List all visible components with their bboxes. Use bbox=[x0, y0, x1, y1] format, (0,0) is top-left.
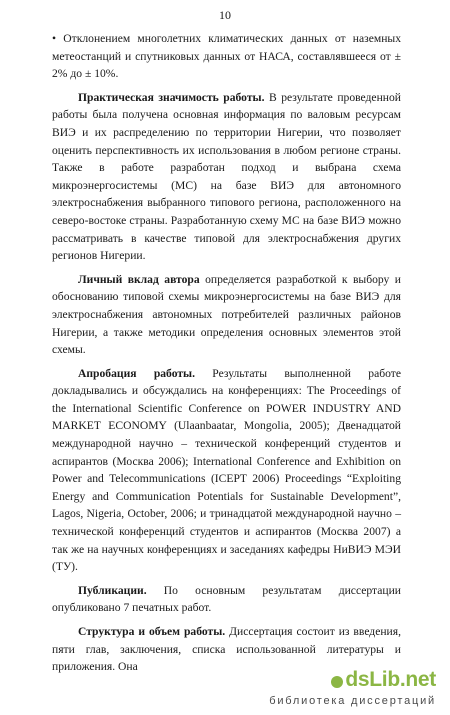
publications-lead: Публикации. bbox=[78, 583, 147, 597]
publications-text: По основным результатам диссертации опубликовано 7 печатных работ. bbox=[52, 583, 401, 615]
watermark-logo-text: dsLib.net bbox=[345, 668, 436, 691]
watermark bbox=[269, 668, 436, 709]
page-content bbox=[52, 30, 401, 682]
practical-text: В результате проведенной работы была получена основная информация по валовым ресурсам ВИЭ и их распределению по территории Нигерии, что позволяет оценить перспективность их использования в любом регионе страны. Также в работе разработан подход и выбрана схема микроэнергосистемы (МС) на базе ВИЭ для автономного электроснабжения выбранного типового региона, расположенного на северо-востоке страны. Разработанную схему МС на базе ВИЭ можно рассматривать в качестве типовой для электроснабжения других регионов Нигерии. bbox=[52, 90, 401, 263]
paragraph-publications bbox=[52, 582, 401, 617]
watermark-logo bbox=[331, 669, 436, 691]
approbation-text: Результаты выполненной работе докладывались и обсуждались на конференциях: The Proceedings of the International Scientific Conference on POWER INDUSTRY AND MARKET ECONOMY (Ulaanbaatar, Mongolia, 2005); Двенадцатой международной научно – технической конференций студентов и аспирантов (Москва 2006); International Conference and Exhibition on Power and Telecommunications (ICEPT 2006) Proceedings “Exploiting Energy and Communication Potentials for Sustainable Development”, Lagos, Nigeria, October, 2006; и тринадцатой международной научно – технической конференций студентов и аспирантов (Москва 2007) а так же на научных конференциях и заседаниях кафедры НиВИЭ МЭИ (ТУ). bbox=[52, 366, 401, 574]
paragraph-author-contribution bbox=[52, 271, 401, 359]
approbation-lead: Апробация работы. bbox=[78, 366, 195, 380]
paragraph-practical-significance bbox=[52, 89, 401, 265]
practical-lead: Практическая значимость работы. bbox=[78, 90, 265, 104]
structure-text: Диссертация состоит из введения, пяти глав, заключения, списка использованной литературы и приложения. Она bbox=[52, 625, 401, 674]
contribution-text: определяется разработкой к выбору и обоснованию типовой схемы микроэнергосистемы на базе ВИЭ для электроснабжения автономных потребителей различных районов Нигерии, а также методики определения основных элементов этой схемы. bbox=[52, 272, 401, 357]
contribution-lead: Личный вклад автора bbox=[78, 272, 200, 286]
watermark-tagline: библиотека диссертаций bbox=[269, 695, 436, 707]
paragraph-approbation bbox=[52, 365, 401, 576]
page-number: 10 bbox=[219, 8, 231, 22]
structure-lead: Структура и объем работы. bbox=[78, 625, 226, 638]
bullet-item: • Отклонением многолетних климатических данных от наземных метеостанций и спутниковых данных от НАСА, составлявшееся от ± 2% до ± 10%. bbox=[52, 32, 401, 81]
logo-dot-icon bbox=[331, 676, 343, 688]
